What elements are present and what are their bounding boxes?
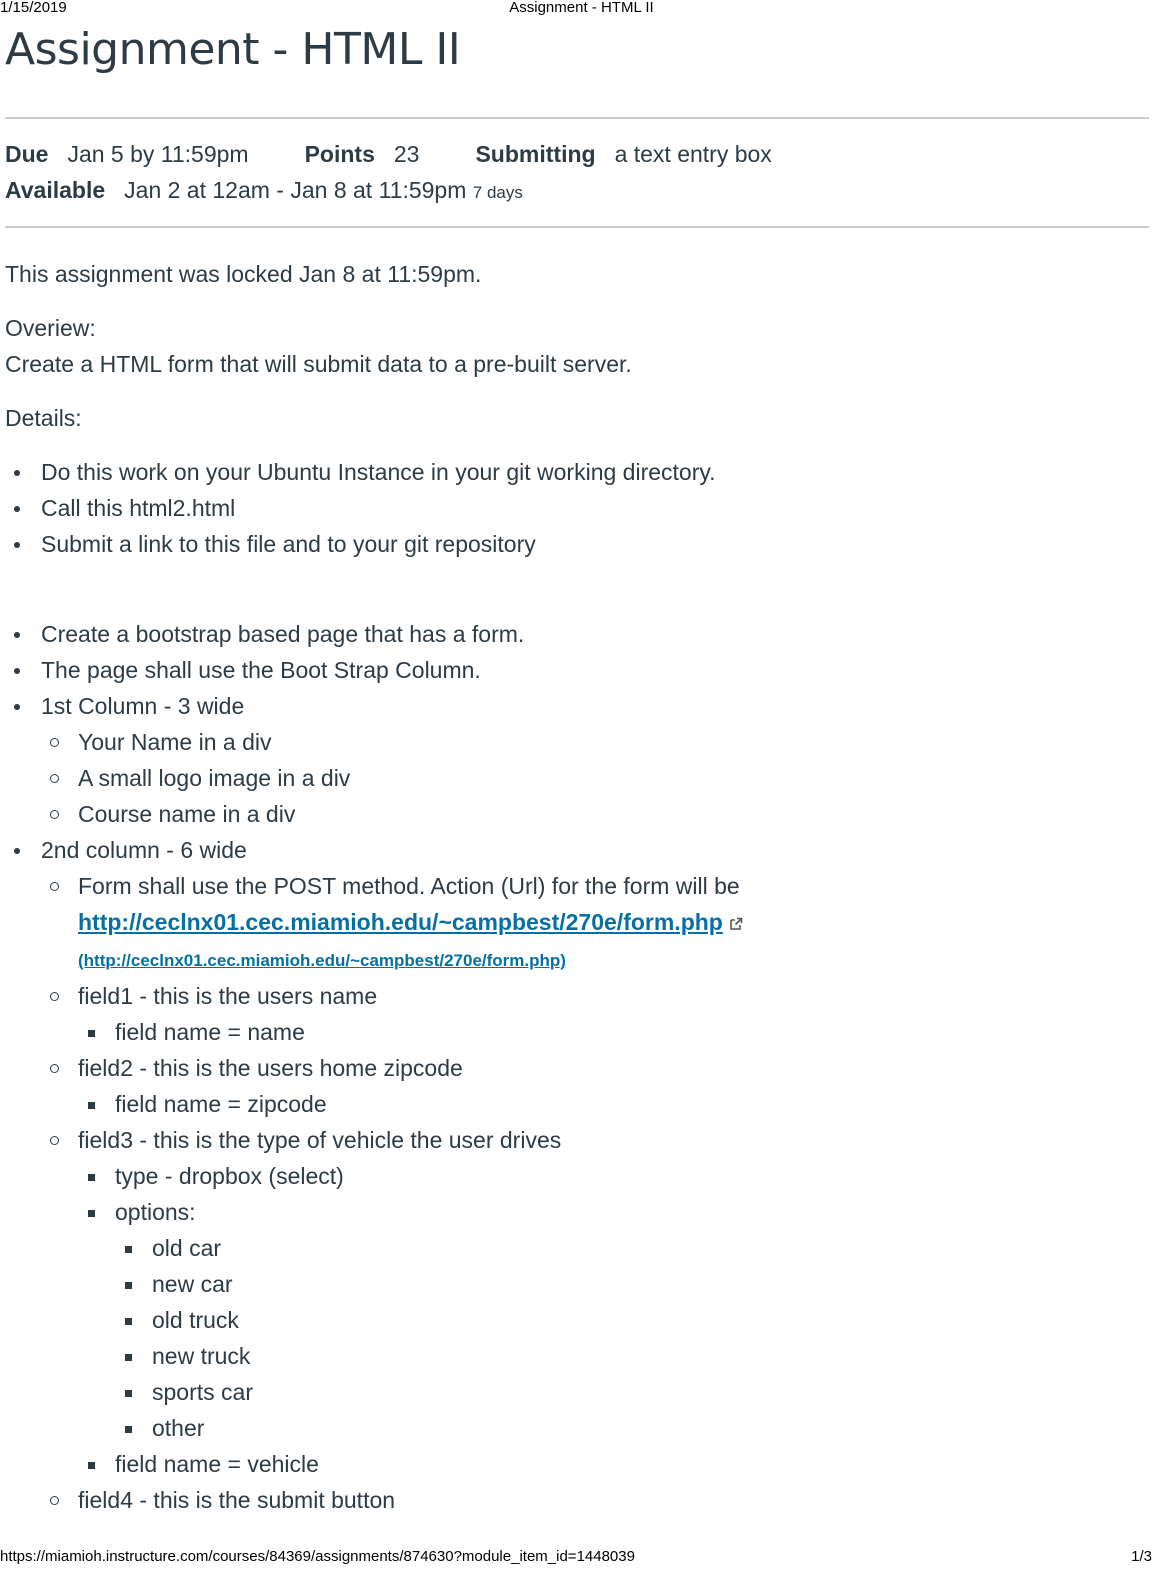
list-item: sports car xyxy=(115,1374,1145,1410)
list-item: other xyxy=(115,1410,1145,1446)
page-title: Assignment - HTML II xyxy=(5,24,461,75)
divider xyxy=(5,226,1149,228)
list-item xyxy=(41,1050,1145,1122)
field1-text: field1 - this is the users name xyxy=(78,983,378,1009)
form-action-link-text[interactable]: (http://ceclnx01.cec.miamioh.edu/~campbest/270e/form.php) xyxy=(78,951,566,970)
divider xyxy=(5,117,1149,119)
options-list xyxy=(115,1230,1145,1446)
list-item: field name = name xyxy=(78,1014,1145,1050)
list-item xyxy=(41,1122,1145,1482)
points-label: Points xyxy=(304,141,375,167)
print-header xyxy=(0,0,1163,18)
submitting-label: Submitting xyxy=(475,141,596,167)
list-item: A small logo image in a div xyxy=(41,760,1145,796)
column2-list xyxy=(41,868,1145,1518)
list-item: Create a bootstrap based page that has a form. xyxy=(5,616,1145,652)
list-item: field4 - this is the submit button xyxy=(41,1482,1145,1518)
due-label: Due xyxy=(5,141,49,167)
overview-label: Overiew: xyxy=(5,315,96,341)
field3-list xyxy=(78,1158,1145,1482)
column2-label: 2nd column - 6 wide xyxy=(41,837,247,863)
field2-list xyxy=(78,1086,1145,1122)
options-label: options: xyxy=(115,1199,196,1225)
list-item: type - dropbox (select) xyxy=(78,1158,1145,1194)
field3-text: field3 - this is the type of vehicle the user drives xyxy=(78,1127,562,1153)
available-label: Available xyxy=(5,177,106,203)
submitting-value: a text entry box xyxy=(614,141,772,167)
external-link-icon xyxy=(729,917,743,931)
list-item xyxy=(5,688,1145,832)
column1-label: 1st Column - 3 wide xyxy=(41,693,245,719)
list-item: field name = zipcode xyxy=(78,1086,1145,1122)
list-item: old truck xyxy=(115,1302,1145,1338)
due-value: Jan 5 by 11:59pm xyxy=(67,141,249,167)
list-item xyxy=(5,832,1145,1518)
print-url: https://miamioh.instructure.com/courses/84369/assignments/874630?module_item_id=1448039 xyxy=(0,1548,635,1565)
assignment-meta-row-1 xyxy=(5,141,772,168)
form-method-text: Form shall use the POST method. Action (Url) for the form will be xyxy=(78,873,740,899)
requirements-list xyxy=(5,616,1145,1518)
details-label: Details: xyxy=(5,405,82,431)
list-item: new car xyxy=(115,1266,1145,1302)
list-item: old car xyxy=(115,1230,1145,1266)
list-item: Your Name in a div xyxy=(41,724,1145,760)
list-item: Call this html2.html xyxy=(5,490,1145,526)
assignment-meta-row-2 xyxy=(5,177,523,204)
field2-text: field2 - this is the users home zipcode xyxy=(78,1055,463,1081)
field1-list xyxy=(78,1014,1145,1050)
available-value: Jan 2 at 12am - Jan 8 at 11:59pm xyxy=(124,177,467,203)
list-item xyxy=(41,868,1145,978)
assignment-description xyxy=(5,256,1145,1518)
print-title: Assignment - HTML II xyxy=(509,0,654,16)
locked-notice: This assignment was locked Jan 8 at 11:59pm. xyxy=(5,261,482,287)
page-number: 1/3 xyxy=(1131,1548,1152,1565)
column1-list xyxy=(41,724,1145,832)
overview-text: Create a HTML form that will submit data to a pre-built server. xyxy=(5,351,632,377)
form-action-link[interactable]: http://ceclnx01.cec.miamioh.edu/~campbest/270e/form.php xyxy=(78,909,723,935)
list-item xyxy=(78,1194,1145,1446)
list-item: Do this work on your Ubuntu Instance in your git working directory. xyxy=(5,454,1145,490)
list-item: field name = vehicle xyxy=(78,1446,1145,1482)
print-date: 1/15/2019 xyxy=(0,0,67,16)
points-value: 23 xyxy=(393,141,420,167)
list-item: Submit a link to this file and to your git repository xyxy=(5,526,1145,562)
list-item: new truck xyxy=(115,1338,1145,1374)
list-item: Course name in a div xyxy=(41,796,1145,832)
list-item xyxy=(41,978,1145,1050)
details-list xyxy=(5,454,1145,562)
available-days: 7 days xyxy=(472,183,523,202)
list-item: The page shall use the Boot Strap Column. xyxy=(5,652,1145,688)
